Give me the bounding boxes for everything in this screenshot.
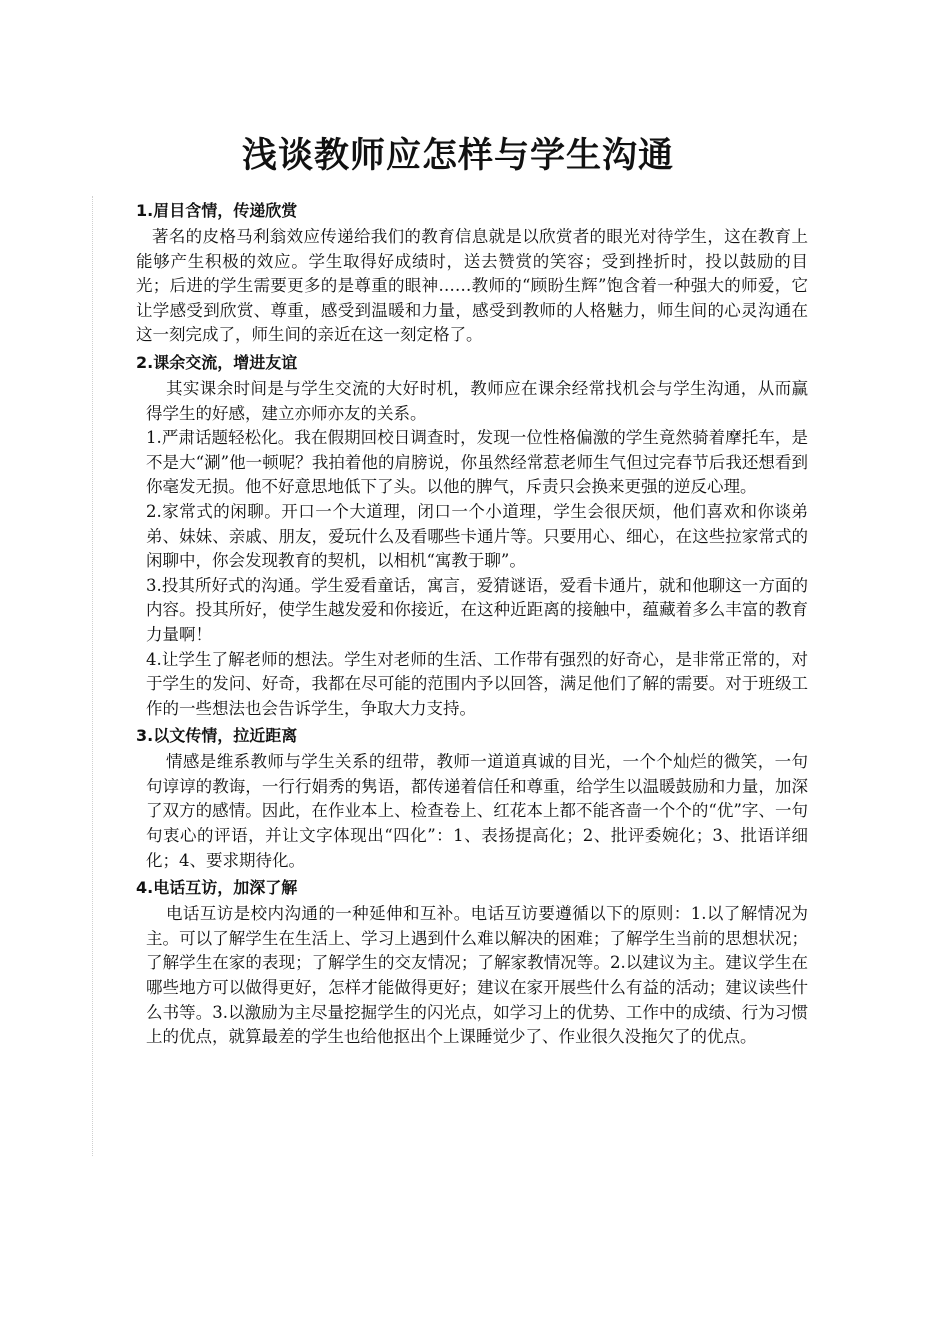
section-2-item-1: 1.严肃话题轻松化。我在假期回校日调查时，发现一位性格偏激的学生竟然骑着摩托车，是不是大“涮”他一顿呢？我拍着他的肩膀说，你虽然经常惹老师生气但过完春节后我还想看到你毫发无损。他不好意思地低下了头。以他的脾气，斥责只会换来更强的逆反心理。 bbox=[146, 428, 808, 497]
section-paragraph-2: 其实课余时间是与学生交流的大好时机，教师应在课余经常找机会与学生沟通，从而赢得学生的好感，建立亦师亦友的关系。 bbox=[146, 378, 808, 423]
document-title: 浅谈教师应怎样与学生沟通 bbox=[241, 135, 674, 176]
section-heading-1: 1.眉目含情，传递欣赏 bbox=[136, 201, 298, 220]
section-paragraph-3: 情感是维系教师与学生关系的纽带，教师一道道真诚的目光，一个个灿烂的微笑，一句句谆谆的教诲，一行行娟秀的隽语，都传递着信任和尊重，给学生以温暖鼓励和力量，加深了双方的感情。因此，在作业本上、检查卷上、红花本上都不能吝啬一个个的“优”字、一句句衷心的评语，并让文字体现出“四化”：1、表扬提高化；2、批评委婉化；3、批语详细化；4、要求期待化。 bbox=[146, 752, 808, 870]
document-body bbox=[136, 196, 808, 1050]
section-heading-3: 3.以文传情，拉近距离 bbox=[136, 726, 298, 746]
section-heading-2: 2.课余交流，增进友谊 bbox=[136, 352, 298, 372]
section-2-item-3: 3.投其所好式的沟通。学生爱看童话，寓言，爱猜谜语，爱看卡通片，就和他聊这一方面的内容。投其所好，使学生越发爱和你接近，在这种近距离的接触中，蕴藏着多么丰富的教育力量啊！ bbox=[146, 575, 808, 644]
section-paragraph-4: 电话互访是校内沟通的一种延伸和互补。电话互访要遵循以下的原则：1.以了解情况为主。可以了解学生在生活上、学习上遇到什么难以解决的困难；了解学生当前的思想状况；了解学生在家的表现；了解学生的交友情况；了解家教情况等。2.以建议为主。建议学生在哪些地方可以做得更好，怎样才能做得更好；建议在家开展些什么有益的活动；建议读些什么书等。3.以激励为主尽量挖掘学生的闪光点，如学习上的优势、工作中的成绩、行为习惯上的优点，就算最差的学生也给他抠出个上课睡觉少了、作业很久没拖欠了的优点。 bbox=[146, 904, 808, 1047]
section-heading-4: 4.电话互访，加深了解 bbox=[136, 878, 298, 898]
section-2-item-2: 2.家常式的闲聊。开口一个大道理，闭口一个小道理，学生会很厌烦，他们喜欢和你谈弟弟、妹妹、亲戚、朋友，爱玩什么及看哪些卡通片等。只要用心、细心，在这些拉家常式的闲聊中，你会发现教育的契机，以相机“寓教于聊”。 bbox=[146, 501, 808, 571]
section-2-item-4: 4.让学生了解老师的想法。学生对老师的生活、工作带有强烈的好奇心，是非常正常的，对于学生的发问、好奇，我都在尽可能的范围内予以回答，满足他们了解的需要。对于班级工作的一些想法也会告诉学生，争取大力支持。 bbox=[146, 649, 808, 718]
margin-rule bbox=[92, 196, 93, 1156]
section-paragraph-1: 著名的皮格马利翁效应传递给我们的教育信息就是以欣赏者的眼光对待学生，这在教育上能够产生积极的效应。学生取得好成绩时，送去赞赏的笑容；受到挫折时，投以鼓励的目光；后进的学生需要更多的是尊重的眼神……教师的“顾盼生辉”饱含着一种强大的师爱，它让学感受到欣赏、尊重，感受到温暖和力量，感受到教师的人格魅力，师生间的心灵沟通在这一刻完成了，师生间的亲近在这一刻定格了。 bbox=[136, 227, 808, 345]
